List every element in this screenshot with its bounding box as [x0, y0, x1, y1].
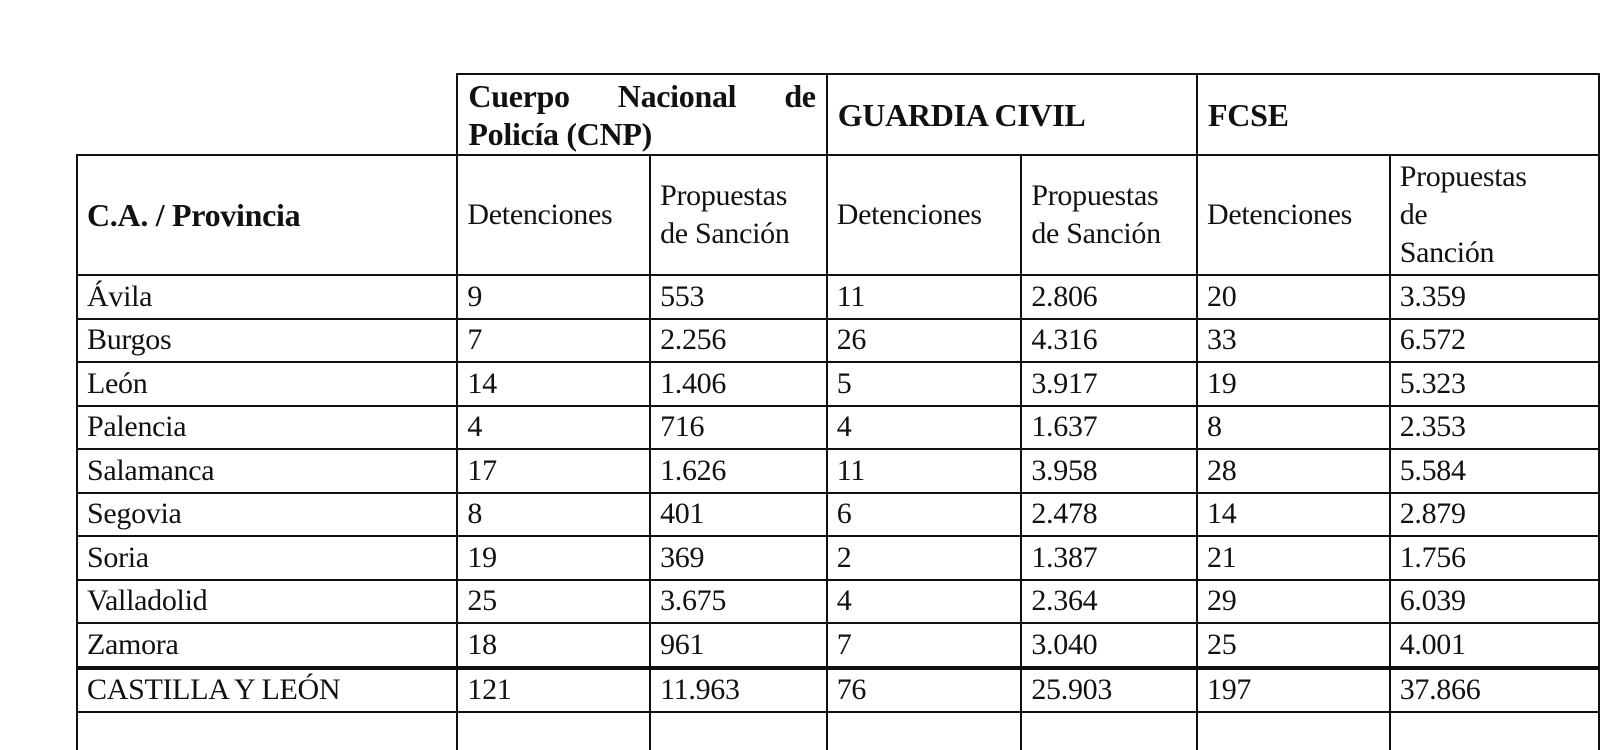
cell-province: Valladolid	[77, 580, 457, 624]
cell-cnp-propuestas: 961	[650, 623, 827, 668]
cell-gc-propuestas: 3.040	[1021, 623, 1197, 668]
cell-fcse-propuestas: 2.353	[1390, 406, 1599, 450]
cell-cnp-propuestas: 401	[650, 493, 827, 537]
table-row-palencia	[77, 406, 1599, 450]
column-header-fcse-propuestas: Propuestas de Sanción	[1390, 155, 1599, 275]
cell-fcse-detenciones: 19	[1197, 362, 1390, 406]
cell-gc-propuestas: 4.316	[1021, 319, 1197, 363]
column-header-fcse-detenciones: Detenciones	[1197, 155, 1390, 275]
cell-cnp-propuestas: 553	[650, 275, 827, 319]
cell-fcse-detenciones: 14	[1197, 493, 1390, 537]
cell-fcse-detenciones: 20	[1197, 275, 1390, 319]
cell-cnp-propuestas: 2.256	[650, 319, 827, 363]
cell-fcse-detenciones: 33	[1197, 319, 1390, 363]
cell-cnp-detenciones: 14	[457, 362, 650, 406]
cell-fcse-detenciones: 21	[1197, 536, 1390, 580]
cell-empty	[1390, 712, 1599, 750]
cell-cnp-detenciones: 25	[457, 580, 650, 624]
cell-gc-detenciones: 11	[827, 275, 1022, 319]
column-header-province: C.A. / Provincia	[77, 155, 457, 275]
cell-province: Burgos	[77, 319, 457, 363]
cell-province: CASTILLA Y LEÓN	[77, 668, 457, 712]
column-header-gc-propuestas: Propuestas de Sanción	[1021, 155, 1197, 275]
cell-cnp-propuestas: 3.675	[650, 580, 827, 624]
cell-cnp-propuestas: 716	[650, 406, 827, 450]
cell-gc-detenciones: 4	[827, 580, 1022, 624]
cell-gc-propuestas: 1.637	[1021, 406, 1197, 450]
group-header-fcse: FCSE	[1197, 74, 1599, 155]
cell-empty	[650, 712, 827, 750]
cell-empty	[1021, 712, 1197, 750]
table-row-salamanca	[77, 449, 1599, 493]
table-row-soria	[77, 536, 1599, 580]
cell-province: Palencia	[77, 406, 457, 450]
cell-fcse-propuestas: 3.359	[1390, 275, 1599, 319]
table-row-total	[77, 668, 1599, 712]
cell-cnp-detenciones: 8	[457, 493, 650, 537]
cell-fcse-detenciones: 197	[1197, 668, 1390, 712]
cell-fcse-detenciones: 28	[1197, 449, 1390, 493]
table-row-valladolid	[77, 580, 1599, 624]
cell-empty	[457, 712, 650, 750]
group-header-cnp	[457, 74, 826, 155]
cnp-label-line1: Cuerpo Nacional de	[468, 77, 816, 114]
cell-gc-propuestas: 2.478	[1021, 493, 1197, 537]
cell-gc-propuestas: 2.806	[1021, 275, 1197, 319]
empty-corner-cell	[77, 74, 457, 155]
cell-gc-detenciones: 4	[827, 406, 1022, 450]
column-header-cnp-propuestas: Propuestas de Sanción	[650, 155, 827, 275]
cell-cnp-detenciones: 19	[457, 536, 650, 580]
table-row-cutoff	[77, 712, 1599, 750]
cell-fcse-detenciones: 25	[1197, 623, 1390, 668]
cell-fcse-propuestas: 1.756	[1390, 536, 1599, 580]
cell-gc-detenciones: 2	[827, 536, 1022, 580]
table-row-leon	[77, 362, 1599, 406]
table-row-zamora	[77, 623, 1599, 668]
cell-fcse-propuestas: 6.572	[1390, 319, 1599, 363]
cell-province: Zamora	[77, 623, 457, 668]
cell-gc-detenciones: 7	[827, 623, 1022, 668]
cnp-label-line2: Policía (CNP)	[468, 115, 653, 152]
group-header-row	[77, 74, 1599, 155]
cell-fcse-propuestas: 4.001	[1390, 623, 1599, 668]
cell-empty	[1197, 712, 1390, 750]
cell-province: Soria	[77, 536, 457, 580]
cell-cnp-propuestas: 1.406	[650, 362, 827, 406]
cell-gc-propuestas: 3.958	[1021, 449, 1197, 493]
cell-cnp-detenciones: 18	[457, 623, 650, 668]
cell-cnp-detenciones: 17	[457, 449, 650, 493]
cell-gc-detenciones: 11	[827, 449, 1022, 493]
cell-cnp-propuestas: 369	[650, 536, 827, 580]
cell-gc-detenciones: 26	[827, 319, 1022, 363]
cell-gc-propuestas: 2.364	[1021, 580, 1197, 624]
cell-gc-detenciones: 76	[827, 668, 1022, 712]
cell-gc-detenciones: 5	[827, 362, 1022, 406]
cell-gc-propuestas: 25.903	[1021, 668, 1197, 712]
cell-province: Segovia	[77, 493, 457, 537]
cell-empty	[77, 712, 457, 750]
cell-gc-detenciones: 6	[827, 493, 1022, 537]
table-row-avila	[77, 275, 1599, 319]
cell-province: Salamanca	[77, 449, 457, 493]
cell-cnp-detenciones: 121	[457, 668, 650, 712]
detentions-sanctions-table	[76, 73, 1600, 750]
cell-gc-propuestas: 1.387	[1021, 536, 1197, 580]
cell-fcse-propuestas: 5.323	[1390, 362, 1599, 406]
cell-cnp-propuestas: 1.626	[650, 449, 827, 493]
cell-gc-propuestas: 3.917	[1021, 362, 1197, 406]
cell-cnp-detenciones: 7	[457, 319, 650, 363]
cell-fcse-propuestas: 37.866	[1390, 668, 1599, 712]
cell-cnp-propuestas: 11.963	[650, 668, 827, 712]
table-row-segovia	[77, 493, 1599, 537]
cell-fcse-detenciones: 29	[1197, 580, 1390, 624]
cell-fcse-propuestas: 6.039	[1390, 580, 1599, 624]
cell-province: Ávila	[77, 275, 457, 319]
table-row-burgos	[77, 319, 1599, 363]
cell-cnp-detenciones: 4	[457, 406, 650, 450]
cell-province: León	[77, 362, 457, 406]
group-header-guardia-civil: GUARDIA CIVIL	[827, 74, 1197, 155]
column-header-cnp-detenciones: Detenciones	[457, 155, 650, 275]
cell-fcse-propuestas: 2.879	[1390, 493, 1599, 537]
cell-fcse-detenciones: 8	[1197, 406, 1390, 450]
cell-cnp-detenciones: 9	[457, 275, 650, 319]
cell-empty	[827, 712, 1022, 750]
column-header-gc-detenciones: Detenciones	[827, 155, 1022, 275]
cell-fcse-propuestas: 5.584	[1390, 449, 1599, 493]
column-header-row	[77, 155, 1599, 275]
